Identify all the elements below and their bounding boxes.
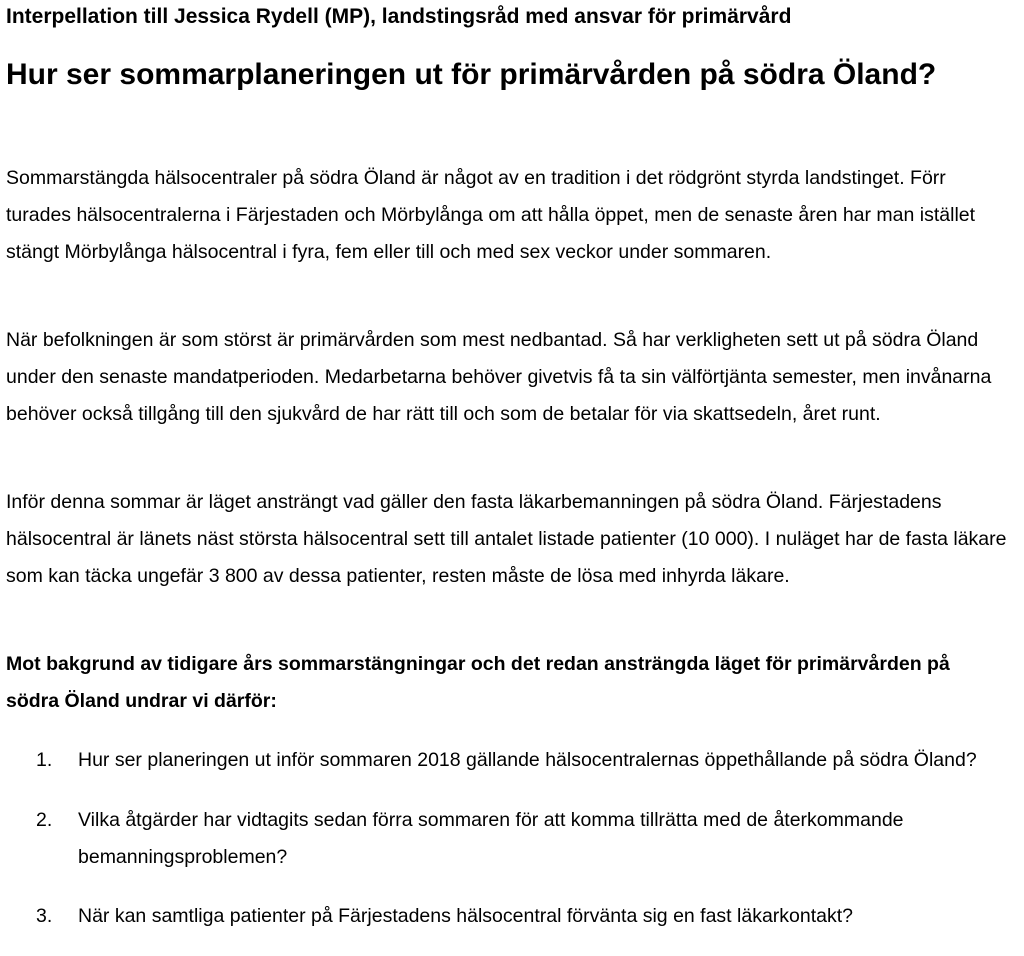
question-lead-in: Mot bakgrund av tidigare års sommarstängningar och det redan ansträngda läget för primärvården på södra Öland undrar vi därför:: [6, 653, 950, 712]
question-item: [0, 742, 1024, 779]
question-list: [0, 742, 1024, 935]
question-item: [0, 898, 1024, 935]
question-text: När kan samtliga patienter på Färjestadens hälsocentral förvänta sig en fast läkarkontakt?: [78, 905, 854, 927]
body-paragraph: Inför denna sommar är läget ansträngt vad gäller den fasta läkarbemanningen på södra Öland. Färjestadens hälsocentral är länets näst största hälsocentral sett till antalet listade patienter (10 000). I nuläget har de fasta läkare som kan täcka ungefär 3 800 av dessa patienter, resten måste de lösa med inhyrda läkare.: [6, 491, 1007, 587]
question-text: Hur ser planeringen ut inför sommaren 2018 gällande hälsocentralernas öppethållande på södra Öland?: [78, 749, 977, 771]
interpellation-heading: Interpellation till Jessica Rydell (MP), landstingsråd med ansvar för primärvård: [6, 5, 792, 28]
page-title: Hur ser sommarplaneringen ut för primärvården på södra Öland?: [6, 58, 937, 91]
question-number: 1.: [36, 749, 53, 771]
question-number: 2.: [36, 809, 53, 831]
body-paragraph: Sommarstängda hälsocentraler på södra Öland är något av en tradition i det rödgrönt styrda landstinget. Förr turades hälsocentralerna i Färjestaden och Mörbylånga om att hålla öppet, men de senaste åren har man istället stängt Mörbylånga hälsocentral i fyra, fem eller till och med sex veckor under sommaren.: [6, 167, 976, 263]
question-item: [0, 802, 1024, 876]
question-text: Vilka åtgärder har vidtagits sedan förra sommaren för att komma tillrätta med de återkommande bemanningsproblemen?: [78, 809, 904, 868]
body-paragraph: När befolkningen är som störst är primärvården som mest nedbantad. Så har verkligheten sett ut på södra Öland under den senaste mandatperioden. Medarbetarna behöver givetvis få ta sin välförtjänta semester, men invånarna behöver också tillgång till den sjukvård de har rätt till och som de betalar för via skattsedeln, året runt.: [6, 329, 992, 425]
question-number: 3.: [36, 905, 53, 927]
